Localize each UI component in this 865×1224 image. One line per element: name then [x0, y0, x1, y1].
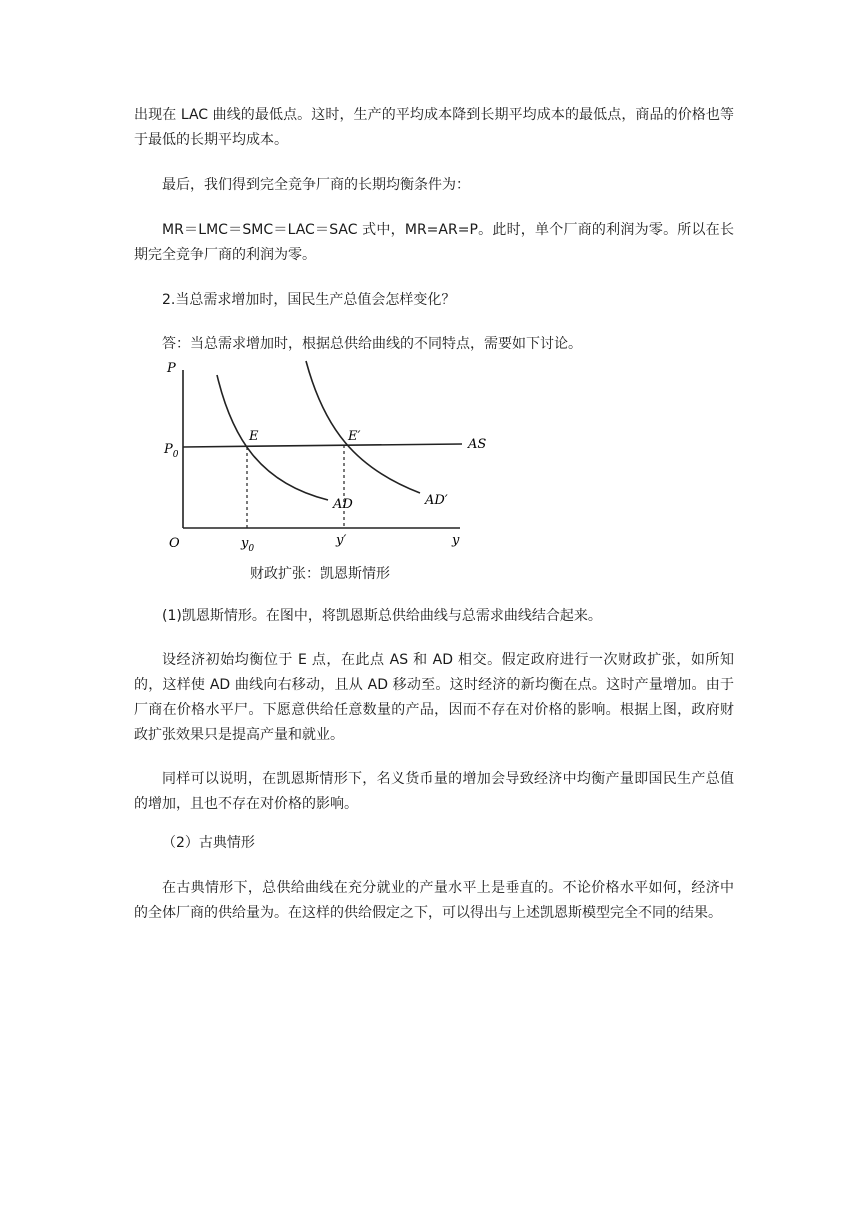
paragraph-lac-minimum: 出现在 LAC 曲线的最低点。这时，生产的平均成本降到长期平均成本的最低点，商品的价格也等于最低的长期平均成本。: [134, 107, 734, 148]
x-axis-label: y: [452, 533, 460, 548]
keynesian-case-heading: (1)凯恩斯情形。在图中，将凯恩斯总供给曲线与总需求曲线结合起来。: [162, 608, 602, 624]
question-heading: 2.当总需求增加时，国民生产总值会怎样变化？: [162, 292, 456, 308]
paragraph-classical-supply: 在古典情形下，总供给曲线在充分就业的产量水平上是垂直的。不论价格水平如何，经济中的全体厂商的供给量为。在这样的供给假定之下，可以得出与上述凯恩斯模型完全不同的结果。: [134, 880, 734, 921]
point-eprime-label: E′: [348, 429, 361, 444]
keynesian-fiscal-expansion-figure: [160, 358, 500, 588]
paragraph-money-supply: 同样可以说明，在凯恩斯情形下，名义货币量的增加会导致经济中均衡产量即国民生产总值的增加，且也不存在对价格的影响。: [134, 771, 734, 812]
as-curve: [183, 444, 462, 447]
p0-label: $P_0$: [164, 442, 179, 460]
y-axis-label: P: [167, 361, 176, 376]
ad-label: AD: [333, 497, 353, 512]
ad-curve: [217, 375, 328, 500]
figure-caption: 财政扩张：凯恩斯情形: [250, 566, 390, 582]
classical-case-heading: （2）古典情形: [162, 835, 255, 851]
paragraph-long-run-condition-intro: 最后，我们得到完全竞争厂商的长期均衡条件为：: [162, 177, 470, 193]
ad-prime-label: AD′: [425, 493, 448, 508]
paragraph-fiscal-expansion: 设经济初始均衡位于 E 点，在此点 AS 和 AD 相交。假定政府进行一次财政扩张，如所知的，这样使 AD 曲线向右移动，且从 AD 移动至。这时经济的新均衡在点。这时产量增加。由于厂商在价格水平尸。下愿意供给任意数量的产品，因而不存在对价格的影响。根据上图，政府财政扩张效果只是提高产量和就业。: [134, 652, 734, 743]
origin-label: O: [169, 536, 180, 551]
ad-prime-curve: [306, 361, 420, 493]
yprime-label: y′: [336, 533, 347, 548]
answer-intro: 答：当总需求增加时，根据总供给曲线的不同特点，需要如下讨论。: [162, 336, 582, 352]
paragraph-equilibrium-formula: MR＝LMC＝SMC＝LAC＝SAC 式中，MR=AR=P。此时，单个厂商的利润为零。所以在长期完全竞争厂商的利润为零。: [134, 222, 734, 263]
as-label: AS: [468, 437, 487, 452]
point-e-label: E: [249, 429, 259, 444]
y0-label: $y_0$: [241, 536, 255, 554]
